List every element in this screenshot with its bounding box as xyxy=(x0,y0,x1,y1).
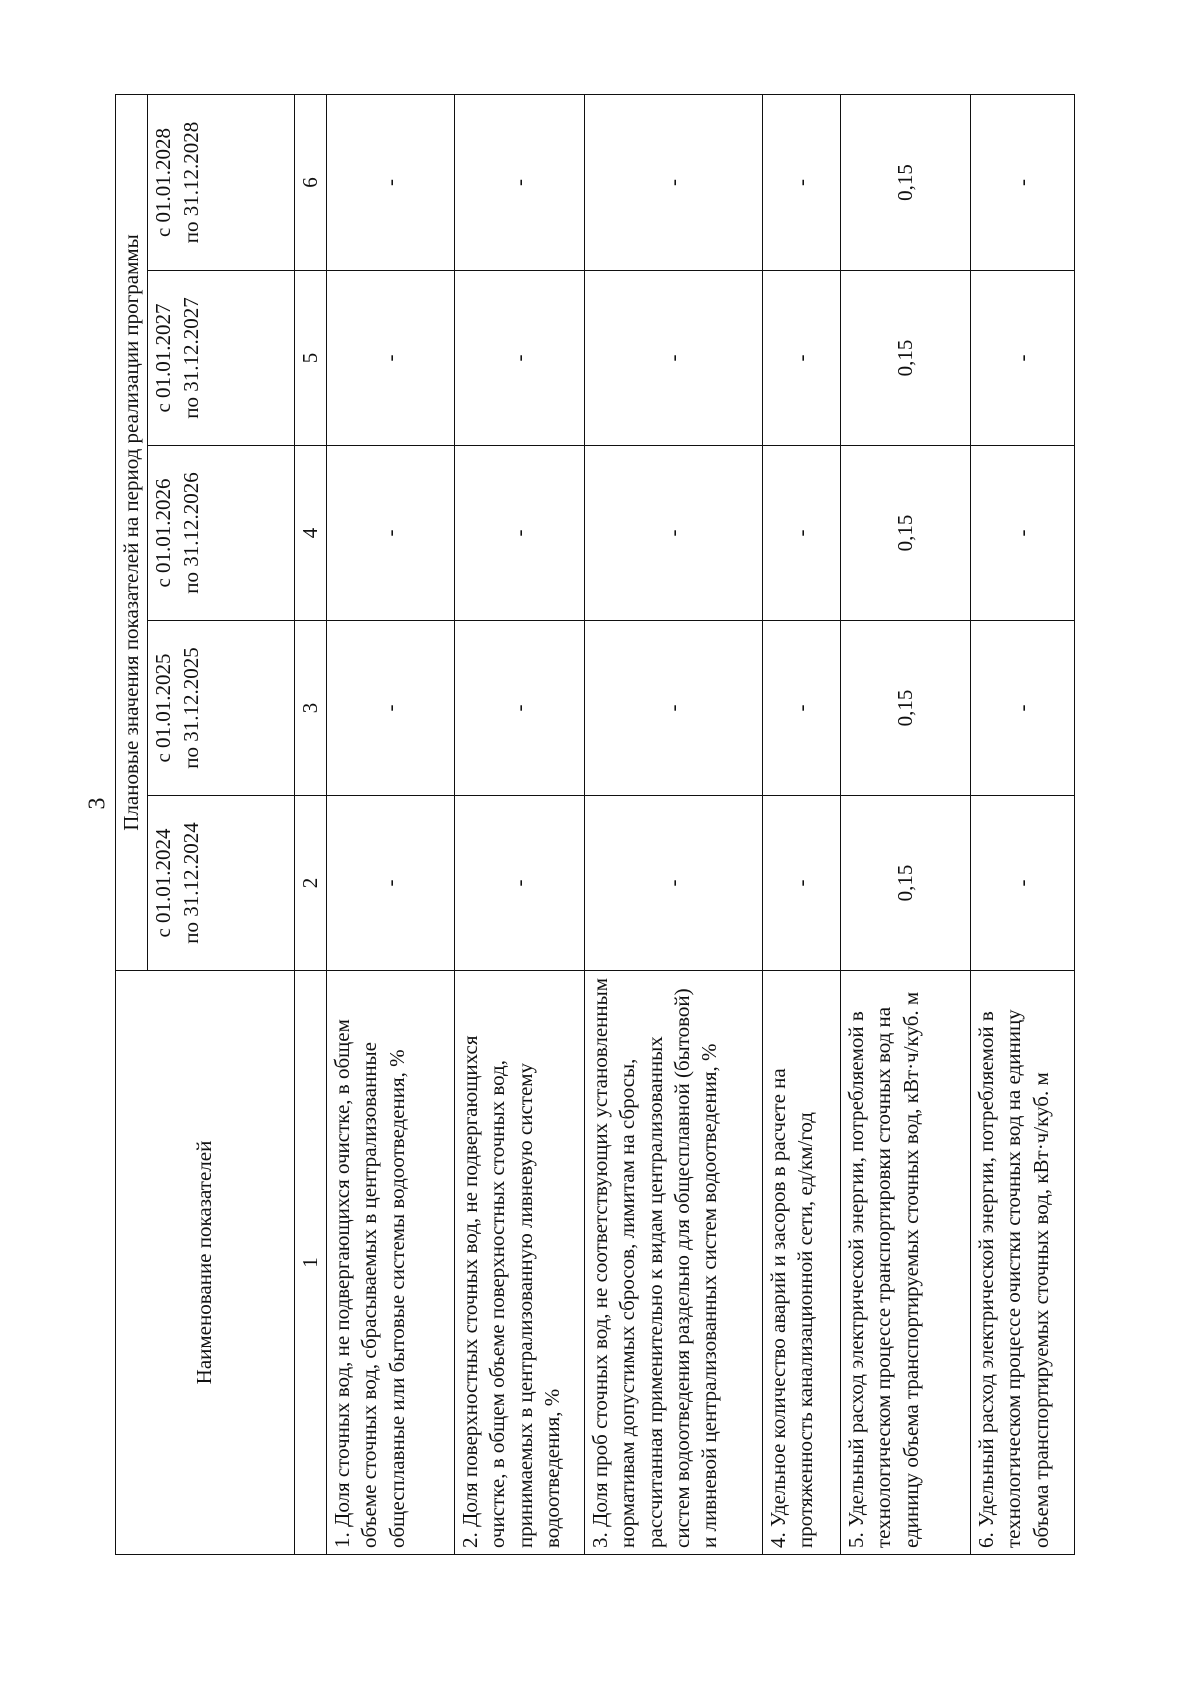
indicator-value: - xyxy=(971,271,1075,446)
column-number: 1 xyxy=(294,971,326,1555)
rotated-page-content xyxy=(115,95,1075,1555)
indicator-name: 3. Доля проб сточных вод, не соответствующих установленным нормативам допустимых сбросов, лимитам на сбросы, рассчитанная применительно к видам централизованных систем водоотведения раздельно для общесплавной (бытовой) и ливневой централизованных систем водоотведения, % xyxy=(585,971,763,1555)
table-row xyxy=(971,94,1075,1554)
indicator-name: 2. Доля поверхностных сточных вод, не подвергающихся очистке, в общем объеме поверхностных сточных вод, принимаемых в централизованную ливневую систему водоотведения, % xyxy=(455,971,585,1555)
table-row xyxy=(585,94,763,1554)
indicator-value: - xyxy=(327,621,455,796)
period-header-2027: с 01.01.2027 по 31.12.2027 xyxy=(148,271,294,446)
column-number: 3 xyxy=(294,621,326,796)
indicator-value: - xyxy=(327,446,455,621)
column-number: 4 xyxy=(294,446,326,621)
indicator-name: 5. Удельный расход электрической энергии, потребляемой в технологическом процессе транспортировки сточных вод на единицу объема транспортируемых сточных вод, кВт·ч/куб. м xyxy=(841,971,971,1555)
column-number-row xyxy=(294,94,326,1554)
indicator-value: - xyxy=(585,94,763,270)
indicator-value: - xyxy=(455,271,585,446)
period-header-2026: с 01.01.2026 по 31.12.2026 xyxy=(148,446,294,621)
indicator-value: - xyxy=(971,621,1075,796)
indicator-value: - xyxy=(585,796,763,971)
planned-values-header: Плановые значения показателей на период реализации программы xyxy=(116,94,148,970)
indicator-name-header: Наименование показателей xyxy=(116,971,295,1555)
indicator-value: - xyxy=(455,621,585,796)
indicator-value: 0,15 xyxy=(841,796,971,971)
indicator-value: - xyxy=(455,446,585,621)
column-number: 6 xyxy=(294,94,326,270)
indicator-value: 0,15 xyxy=(841,94,971,270)
period-header-2025: с 01.01.2025 по 31.12.2025 xyxy=(148,621,294,796)
indicator-value: - xyxy=(763,796,841,971)
indicator-value: - xyxy=(763,621,841,796)
table-row xyxy=(763,94,841,1554)
period-header-2024: с 01.01.2024 по 31.12.2024 xyxy=(148,796,294,971)
header-row-1 xyxy=(116,94,148,1554)
table-row xyxy=(327,94,455,1554)
table-row xyxy=(455,94,585,1554)
indicator-value: - xyxy=(455,94,585,270)
indicator-name: 1. Доля сточных вод, не подвергающихся очистке, в общем объеме сточных вод, сбрасываемых в централизованные общесплавные или бытовые системы водоотведения, % xyxy=(327,971,455,1555)
indicator-value: - xyxy=(585,446,763,621)
indicator-value: - xyxy=(971,94,1075,270)
indicator-value: - xyxy=(763,94,841,270)
indicator-value: - xyxy=(327,94,455,270)
indicator-name: 6. Удельный расход электрической энергии, потребляемой в технологическом процессе очистки сточных вод на единицу объема транспортируемых сточных вод, кВт·ч/куб. м xyxy=(971,971,1075,1555)
indicators-table xyxy=(115,94,1075,1555)
indicator-value: - xyxy=(327,796,455,971)
indicator-value: 0,15 xyxy=(841,621,971,796)
indicator-value: - xyxy=(585,621,763,796)
period-header-2028: с 01.01.2028 по 31.12.2028 xyxy=(148,94,294,270)
column-number: 5 xyxy=(294,271,326,446)
indicator-value: - xyxy=(971,446,1075,621)
indicator-value: 0,15 xyxy=(841,271,971,446)
column-number: 2 xyxy=(294,796,326,971)
indicator-value: - xyxy=(585,271,763,446)
indicator-value: 0,15 xyxy=(841,446,971,621)
indicator-name: 4. Удельное количество аварий и засоров в расчете на протяженность канализационной сети, ед/км/год xyxy=(763,971,841,1555)
indicator-value: - xyxy=(327,271,455,446)
indicator-value: - xyxy=(455,796,585,971)
indicator-value: - xyxy=(763,271,841,446)
page-number: 3 xyxy=(84,797,111,810)
table-row xyxy=(841,94,971,1554)
indicator-value: - xyxy=(971,796,1075,971)
indicator-value: - xyxy=(763,446,841,621)
